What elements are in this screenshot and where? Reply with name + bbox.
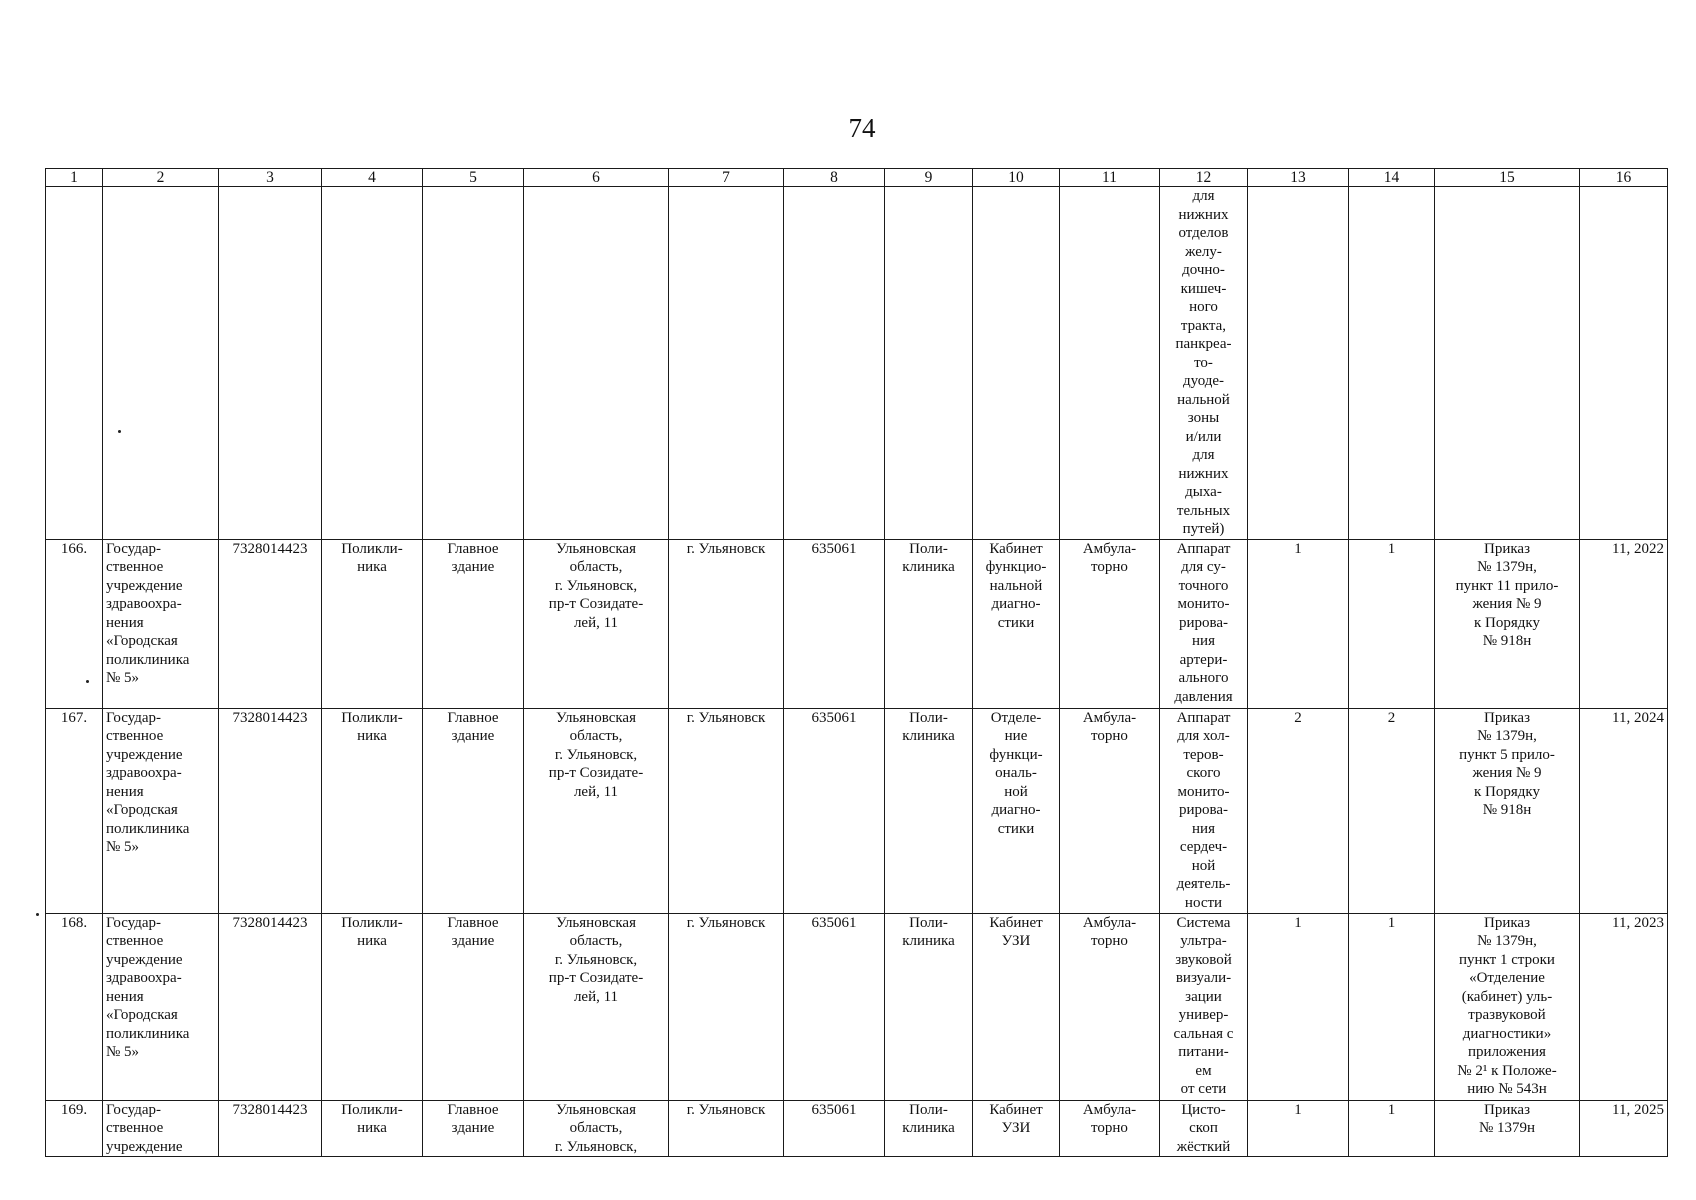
- building-cell: Главное здание: [423, 1100, 524, 1157]
- page-number: 74: [848, 113, 876, 143]
- count-cell: 1: [1349, 1100, 1435, 1157]
- table-cell: [885, 187, 973, 540]
- city-cell: г. Ульяновск: [669, 1100, 784, 1157]
- column-header: 4: [322, 169, 423, 187]
- header-row: [46, 169, 1668, 187]
- organization-cell: Государ- ственное учреждение здравоохра- нения «Городская поликлиника № 5»: [103, 708, 219, 913]
- building-cell: Главное здание: [423, 539, 524, 708]
- order-cell: Приказ № 1379н, пункт 5 прило- жения № 9 к Порядку № 918н: [1435, 708, 1580, 913]
- department-cell: Кабинет функцио- нальной диагно- стики: [973, 539, 1060, 708]
- date-cell: 11, 2023: [1580, 913, 1668, 1100]
- table-row: [46, 708, 1668, 913]
- mode-cell: Амбула- торно: [1060, 1100, 1160, 1157]
- address-cell: Ульяновская область, г. Ульяновск,: [524, 1100, 669, 1157]
- column-header: 9: [885, 169, 973, 187]
- unit-cell: Поли- клиника: [885, 1100, 973, 1157]
- table-cell: [1435, 187, 1580, 540]
- address-cell: Ульяновская область, г. Ульяновск, пр-т Созидате- лей, 11: [524, 708, 669, 913]
- building-cell: Главное здание: [423, 708, 524, 913]
- table-row: [46, 539, 1668, 708]
- row-number: 169.: [46, 1100, 103, 1157]
- count-cell: 1: [1248, 913, 1349, 1100]
- order-cell: Приказ № 1379н: [1435, 1100, 1580, 1157]
- column-header: 15: [1435, 169, 1580, 187]
- column-header: 6: [524, 169, 669, 187]
- continuation-row: [46, 187, 1668, 540]
- column-header: 10: [973, 169, 1060, 187]
- city-cell: г. Ульяновск: [669, 913, 784, 1100]
- column-header: 2: [103, 169, 219, 187]
- table-cell: [46, 187, 103, 540]
- table-cell: [219, 187, 322, 540]
- table-cell: [1248, 187, 1349, 540]
- department-cell: Отделе- ние функци- ональ- ной диагно- стики: [973, 708, 1060, 913]
- organization-cell: Государ- ственное учреждение здравоохра- нения «Городская поликлиника № 5»: [103, 539, 219, 708]
- column-header: 5: [423, 169, 524, 187]
- facility-type-cell: Поликли- ника: [322, 539, 423, 708]
- equipment-cell: Аппарат для су- точного монито- рирова- ния артери- ального давления: [1160, 539, 1248, 708]
- table-cell: [322, 187, 423, 540]
- column-header: 12: [1160, 169, 1248, 187]
- department-cell: Кабинет УЗИ: [973, 1100, 1060, 1157]
- inn-cell: 7328014423: [219, 1100, 322, 1157]
- unit-cell: Поли- клиника: [885, 539, 973, 708]
- department-cell: Кабинет УЗИ: [973, 913, 1060, 1100]
- table-row: [46, 913, 1668, 1100]
- column-header: 16: [1580, 169, 1668, 187]
- order-cell: Приказ № 1379н, пункт 1 строки «Отделение (кабинет) уль- тразвуковой диагностики» приложения № 2¹ к Положе- нию № 543н: [1435, 913, 1580, 1100]
- organization-cell: Государ- ственное учреждение: [103, 1100, 219, 1157]
- table-cell: [1060, 187, 1160, 540]
- column-header: 11: [1060, 169, 1160, 187]
- table-cell: [423, 187, 524, 540]
- count-cell: 2: [1349, 708, 1435, 913]
- mode-cell: Амбула- торно: [1060, 539, 1160, 708]
- inn-cell: 7328014423: [219, 708, 322, 913]
- date-cell: 11, 2025: [1580, 1100, 1668, 1157]
- city-cell: г. Ульяновск: [669, 539, 784, 708]
- column-header: 3: [219, 169, 322, 187]
- table-cell: [973, 187, 1060, 540]
- column-header: 8: [784, 169, 885, 187]
- equipment-registry-table: [45, 168, 1668, 1157]
- table-cell: [103, 187, 219, 540]
- equipment-cell: для нижних отделов желу- дочно- кишеч- ного тракта, панкреа- то- дуоде- нальной зоны и/или для нижних дыха- тельных путей): [1160, 187, 1248, 540]
- table-cell: [524, 187, 669, 540]
- date-cell: 11, 2022: [1580, 539, 1668, 708]
- inn-cell: 7328014423: [219, 539, 322, 708]
- equipment-cell: Цисто- скоп жёсткий: [1160, 1100, 1248, 1157]
- count-cell: 1: [1349, 539, 1435, 708]
- postal-index-cell: 635061: [784, 708, 885, 913]
- unit-cell: Поли- клиника: [885, 708, 973, 913]
- scan-speck: [86, 680, 89, 683]
- table-cell: [1580, 187, 1668, 540]
- scan-speck: [118, 430, 121, 433]
- facility-type-cell: Поликли- ника: [322, 708, 423, 913]
- inn-cell: 7328014423: [219, 913, 322, 1100]
- table-cell: [1349, 187, 1435, 540]
- city-cell: г. Ульяновск: [669, 708, 784, 913]
- order-cell: Приказ № 1379н, пункт 11 прило- жения № 9 к Порядку № 918н: [1435, 539, 1580, 708]
- postal-index-cell: 635061: [784, 913, 885, 1100]
- postal-index-cell: 635061: [784, 539, 885, 708]
- address-cell: Ульяновская область, г. Ульяновск, пр-т Созидате- лей, 11: [524, 913, 669, 1100]
- mode-cell: Амбула- торно: [1060, 708, 1160, 913]
- column-header: 13: [1248, 169, 1349, 187]
- row-number: 166.: [46, 539, 103, 708]
- row-number: 167.: [46, 708, 103, 913]
- organization-cell: Государ- ственное учреждение здравоохра- нения «Городская поликлиника № 5»: [103, 913, 219, 1100]
- count-cell: 1: [1248, 1100, 1349, 1157]
- unit-cell: Поли- клиника: [885, 913, 973, 1100]
- column-header: 1: [46, 169, 103, 187]
- facility-type-cell: Поликли- ника: [322, 913, 423, 1100]
- building-cell: Главное здание: [423, 913, 524, 1100]
- table-row: [46, 1100, 1668, 1157]
- scan-speck: [36, 913, 39, 916]
- count-cell: 1: [1248, 539, 1349, 708]
- column-header: 7: [669, 169, 784, 187]
- count-cell: 1: [1349, 913, 1435, 1100]
- column-header: 14: [1349, 169, 1435, 187]
- address-cell: Ульяновская область, г. Ульяновск, пр-т Созидате- лей, 11: [524, 539, 669, 708]
- mode-cell: Амбула- торно: [1060, 913, 1160, 1100]
- count-cell: 2: [1248, 708, 1349, 913]
- postal-index-cell: 635061: [784, 1100, 885, 1157]
- equipment-cell: Система ультра- звуковой визуали- зации универ- сальная с питани- ем от сети: [1160, 913, 1248, 1100]
- row-number: 168.: [46, 913, 103, 1100]
- table-cell: [669, 187, 784, 540]
- equipment-cell: Аппарат для хол- теров- ского монито- рирова- ния сердеч- ной деятель- ности: [1160, 708, 1248, 913]
- facility-type-cell: Поликли- ника: [322, 1100, 423, 1157]
- table-cell: [784, 187, 885, 540]
- date-cell: 11, 2024: [1580, 708, 1668, 913]
